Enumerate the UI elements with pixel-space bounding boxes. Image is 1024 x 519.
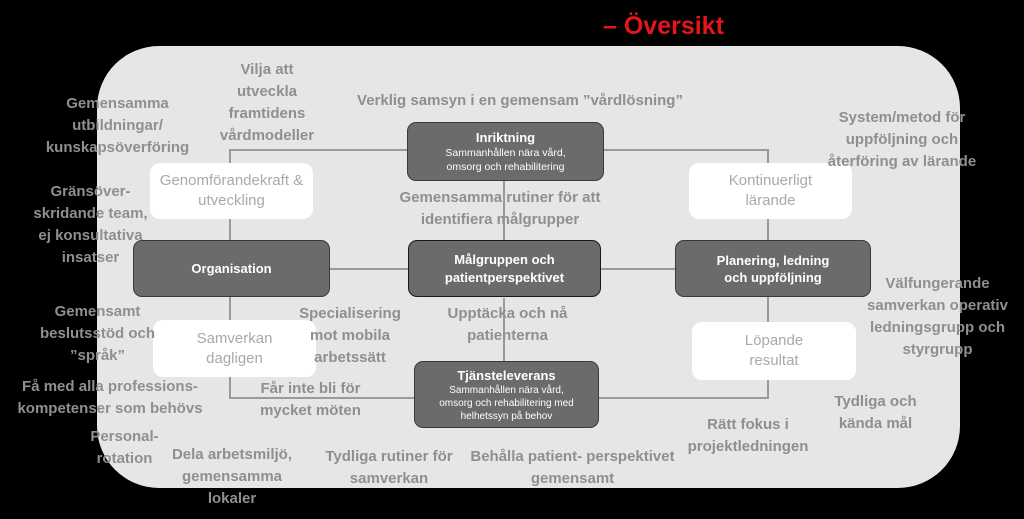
annotation-gransoverskridande: Gränsöver- skridande team, ej konsultativa insatser <box>33 183 148 266</box>
node-inriktning-title: Inriktning <box>475 130 536 145</box>
node-kontinuerligt-title: Kontinuerligt lärande <box>728 172 813 209</box>
page-title: – Översikt <box>603 12 724 40</box>
node-planering-title: Planering, ledning och uppföljning <box>716 252 830 285</box>
annotation-personalrotation: Personal- rotation <box>90 428 159 467</box>
annotation-far-inte: Får inte bli för mycket möten <box>260 380 361 419</box>
annotation-tydliga-mal: Tydliga och kända mål <box>834 393 917 432</box>
node-organisation <box>133 240 330 297</box>
annotation-tydliga-rutiner: Tydliga rutiner för samverkan <box>325 448 453 487</box>
annotation-system-metod: System/metod för uppföljning och återföring av lärande <box>827 109 977 170</box>
node-genomforandekraft-title: Genomförandekraft & utveckling <box>159 172 304 209</box>
annotation-ratt-fokus: Rätt fokus i projektledningen <box>687 416 809 455</box>
annotation-valfungerande: Välfungerande samverkan operativ ledningsgrupp och styrgrupp <box>867 275 1008 358</box>
annotation-specialisering: Specialisering mot mobila arbetssätt <box>299 305 401 366</box>
annotation-verklig: Verklig samsyn i en gemensam ”vårdlösning” <box>357 92 683 109</box>
node-lopande <box>692 322 856 380</box>
annotation-beslutsstod: Gemensamt beslutsstöd och ”språk” <box>40 303 156 364</box>
node-tjansteleverans-subtitle: Sammanhållen nära vård, omsorg och rehabilitering med helhetssyn på behov <box>439 384 574 422</box>
node-malgruppen-title: Målgruppen och patientperspektivet <box>444 251 565 285</box>
annotation-upptacka: Upptäcka och nå patienterna <box>447 305 568 344</box>
node-samverkan-title: Samverkan dagligen <box>196 329 273 367</box>
annotation-professioner: Få med alla professions- kompetenser som behövs <box>17 378 203 417</box>
node-lopande-title: Löpande resultat <box>744 332 804 369</box>
node-genomforandekraft <box>150 163 313 219</box>
annotation-vilja: Vilja att utveckla framtidens vårdmodeller <box>219 61 315 144</box>
node-malgruppen <box>408 240 601 297</box>
annotation-arbetsmiljo: Dela arbetsmiljö, gemensamma lokaler <box>171 446 293 507</box>
annotation-gemensamma-rutiner: Gemensamma rutiner för att identifiera målgrupper <box>399 189 601 228</box>
node-organisation-title: Organisation <box>191 261 272 276</box>
node-tjansteleverans <box>414 361 599 428</box>
annotation-gemensamma-utbildningar: Gemensamma utbildningar/ kunskapsöverföring <box>45 95 190 156</box>
annotation-behalla: Behålla patient- perspektivet gemensamt <box>470 448 675 487</box>
node-inriktning <box>407 122 604 181</box>
node-tjansteleverans-title: Tjänsteleverans <box>457 367 556 383</box>
node-inriktning-subtitle: Sammanhållen nära vård, omsorg och rehabilitering <box>445 147 566 173</box>
node-planering <box>675 240 871 297</box>
